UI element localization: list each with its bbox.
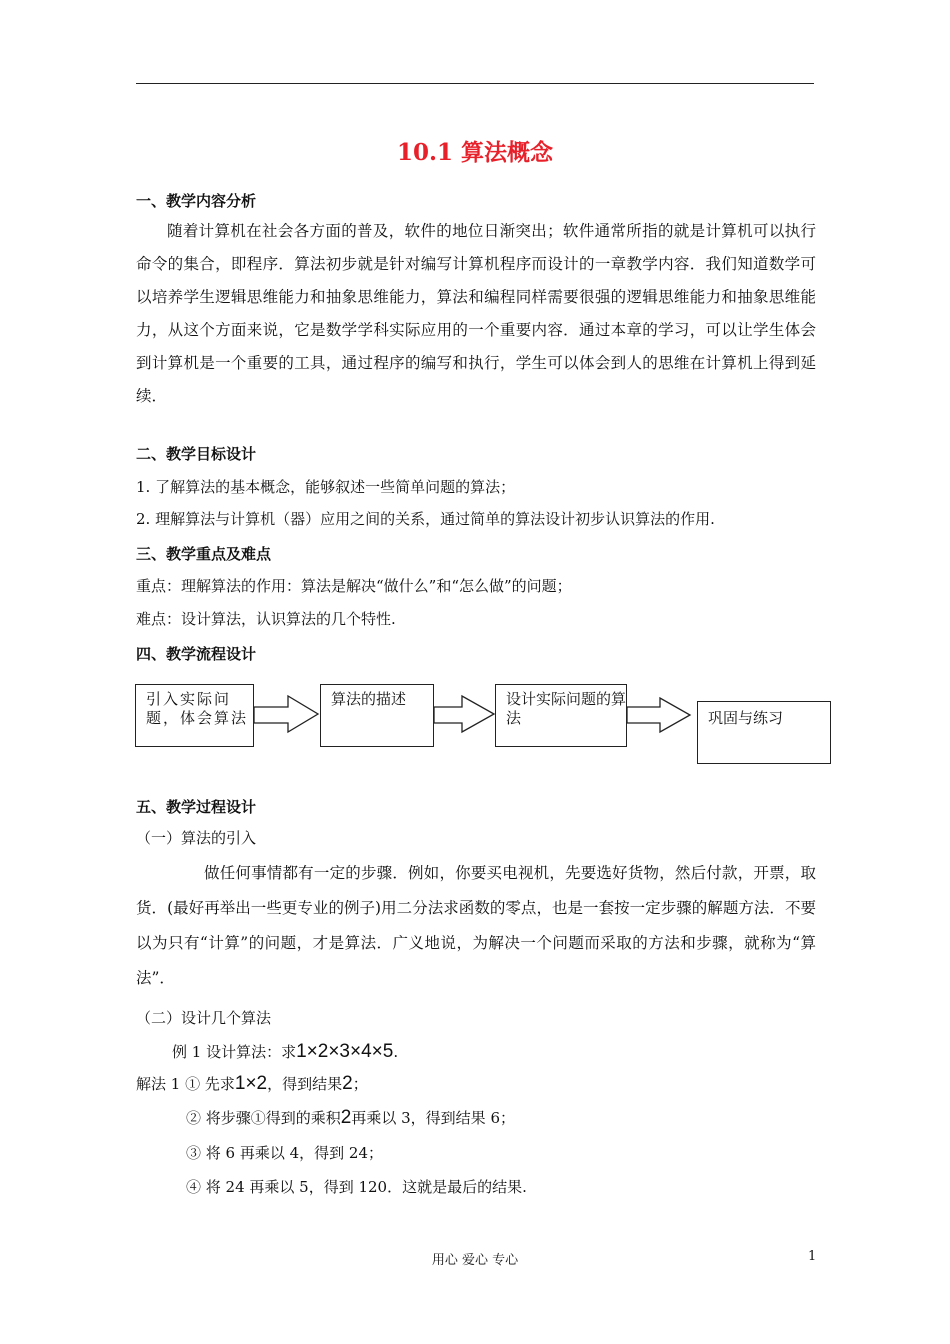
flow-arrow-2 (434, 696, 494, 732)
step-1-expression: 1×2 (234, 1073, 268, 1094)
section-3-heading: 三、教学重点及难点 (136, 545, 272, 563)
example-end: . (393, 1043, 399, 1061)
page-number: 1 (808, 1249, 817, 1264)
step-1-value: 2 (342, 1073, 353, 1094)
page-title: 10.1 算法概念 (396, 139, 554, 166)
goal-item-1: 1. 了解算法的基本概念，能够叙述一些简单问题的算法； (136, 478, 516, 496)
solution-label: 解法 1 (136, 1075, 181, 1093)
flow-box-3: 设计实际问题的算法 (495, 684, 627, 747)
flow-arrow-1 (254, 696, 318, 732)
subsection-1-heading: （一）算法的引入 (136, 829, 257, 847)
step-2-text-a: ② 将步骤①得到的乘积 (186, 1109, 341, 1127)
flow-box-2: 算法的描述 (320, 684, 434, 747)
difficulty-point: 难点：设计算法，认识算法的几个特性. (136, 610, 396, 628)
step-2-text-b: 再乘以 3，得到结果 6； (351, 1109, 515, 1127)
step-1-text-a: ① 先求 (185, 1075, 235, 1093)
solution-step-1 (136, 1069, 368, 1099)
goal-item-2: 2. 理解算法与计算机（器）应用之间的关系，通过简单的算法设计初步认识算法的作用. (136, 510, 715, 528)
footer-motto: 用心 爱心 专心 (431, 1253, 519, 1268)
flow-box-4: 巩固与练习 (697, 701, 831, 764)
solution-step-4: ④ 将 24 再乘以 5，得到 120．这就是最后的结果. (186, 1178, 527, 1196)
step-2-value: 2 (340, 1107, 352, 1128)
step-1-text-b: ，得到结果 (267, 1075, 343, 1093)
section-5-heading: 五、教学过程设计 (136, 798, 257, 816)
step-1-text-c: ； (352, 1075, 368, 1093)
section-1-heading: 一、教学内容分析 (136, 192, 257, 210)
key-point: 重点：理解算法的作用：算法是解决“做什么”和“怎么做”的问题； (136, 577, 572, 595)
section-1-paragraph: 随着计算机在社会各方面的普及，软件的地位日渐突出；软件通常所指的就是计算机可以执行命令的集合，即程序．算法初步就是针对编写计算机程序而设计的一章教学内容．我们知道数学可以培养学生逻辑思维能力和抽象思维能力，算法和编程同样需要很强的逻辑思维能力和抽象思维能力，从这个方面来说，它是数学学科实际应用的一个重要内容．通过本章的学习，可以让学生体会到计算机是一个重要的工具，通过程序的编写和执行，学生可以体会到人的思维在计算机上得到延续． (136, 222, 816, 405)
example-expression: 1×2×3×4×5 (296, 1041, 394, 1062)
section-5-paragraph: 做任何事情都有一定的步骤．例如，你要买电视机，先要选好货物，然后付款，开票，取货．(最好再举出一些更专业的例子)用二分法求函数的零点，也是一套按一定步骤的解题方法．不要以为只有“计算”的问题，才是算法．广义地说，为解决一个问题而采取的方法和步骤，就称为“算法”． (136, 864, 816, 987)
solution-step-2 (186, 1103, 515, 1133)
example-1 (172, 1037, 398, 1067)
example-label: 例 1 设计算法：求 (172, 1043, 297, 1061)
solution-step-3: ③ 将 6 再乘以 4，得到 24； (186, 1144, 384, 1162)
flow-box-1: 引入实际问题，体会算法 (135, 684, 254, 747)
section-4-heading: 四、教学流程设计 (136, 645, 257, 663)
subsection-2-heading: （二）设计几个算法 (136, 1009, 272, 1027)
section-2-heading: 二、教学目标设计 (136, 445, 257, 463)
flow-arrow-3 (627, 698, 690, 732)
